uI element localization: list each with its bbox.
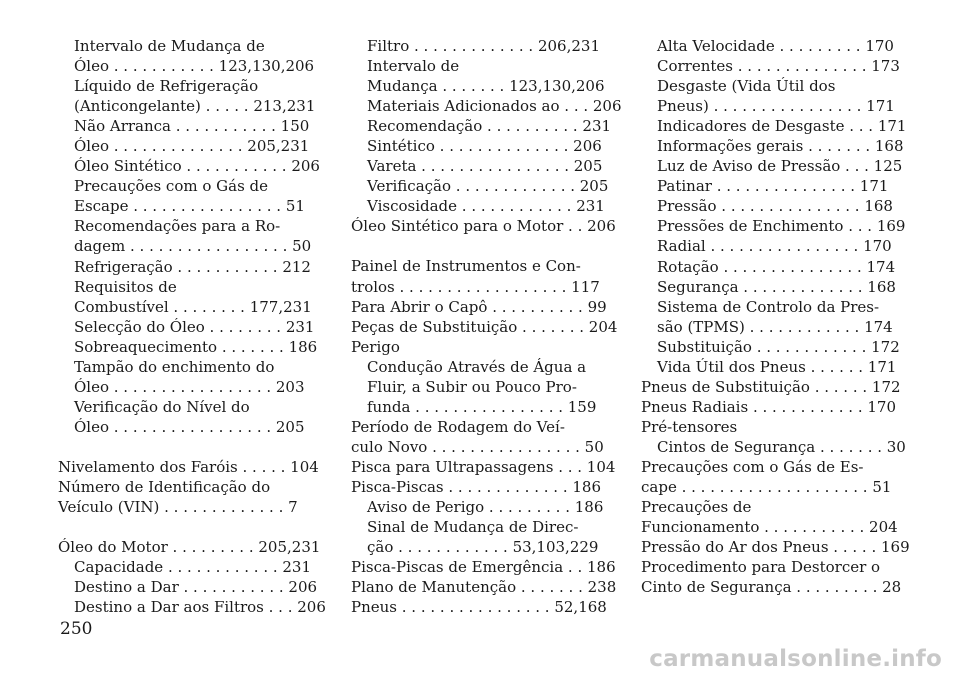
- index-subentry: Materiais Adicionados ao . . . 206: [367, 97, 622, 116]
- index-entry: trolos . . . . . . . . . . . . . . . . . . 117: [351, 277, 600, 296]
- index-subentry: Viscosidade . . . . . . . . . . . . 231: [367, 197, 605, 216]
- index-subentry: Recomendações para a Ro-: [74, 217, 281, 236]
- index-subentry: Radial . . . . . . . . . . . . . . . . 170: [657, 237, 892, 256]
- index-entry: Veículo (VIN) . . . . . . . . . . . . . 7: [58, 498, 298, 517]
- index-subentry: Intervalo de Mudança de: [74, 37, 265, 55]
- index-subentry: Óleo . . . . . . . . . . . 123,130,206: [74, 57, 315, 76]
- index-subentry: Sintético . . . . . . . . . . . . . . 206: [367, 137, 602, 156]
- index-subentry: Pressão . . . . . . . . . . . . . . . 168: [657, 197, 893, 216]
- index-entry: Pré-tensores: [641, 417, 738, 436]
- index-subentry: funda . . . . . . . . . . . . . . . . 159: [367, 397, 597, 416]
- index-subentry: Sinal de Mudança de Direc-: [367, 518, 579, 537]
- index-entry: Pisca-Piscas . . . . . . . . . . . . . 186: [351, 477, 601, 496]
- index-entry: Perigo: [351, 337, 400, 356]
- index-subentry: ção . . . . . . . . . . . . 53,103,229: [367, 538, 599, 557]
- index-subentry: Selecção do Óleo . . . . . . . . 231: [74, 317, 315, 336]
- index-subentry: Refrigeração . . . . . . . . . . . 212: [74, 257, 311, 276]
- index-subentry: Escape . . . . . . . . . . . . . . . . 51: [74, 197, 305, 216]
- index-entry: Procedimento para Destorcer o: [641, 558, 881, 577]
- index-column-3: [641, 36, 910, 597]
- index-subentry: Óleo Sintético . . . . . . . . . . . 206: [74, 157, 320, 176]
- index-subentry: Alta Velocidade . . . . . . . . . 170: [657, 37, 894, 55]
- section-gap: [58, 517, 326, 537]
- index-entry: Pneus Radiais . . . . . . . . . . . . 170: [641, 397, 897, 416]
- index-subentry: Recomendação . . . . . . . . . . 231: [367, 117, 612, 136]
- section-gap: [351, 236, 622, 256]
- index-entry: Precauções de: [641, 498, 752, 517]
- index-subentry: Substituição . . . . . . . . . . . . 172: [657, 337, 900, 356]
- index-subentry: Mudança . . . . . . . 123,130,206: [367, 77, 605, 96]
- index-subentry: Óleo . . . . . . . . . . . . . . 205,231: [74, 137, 310, 156]
- index-subentry: Óleo . . . . . . . . . . . . . . . . . 205: [74, 417, 305, 436]
- index-subentry: Fluir, a Subir ou Pouco Pro-: [367, 377, 577, 396]
- index-subentry: Pressões de Enchimento . . . 169: [657, 217, 906, 236]
- index-entry: Pisca-Piscas de Emergência . . 186: [351, 558, 616, 577]
- index-subentry: Sobreaquecimento . . . . . . . 186: [74, 337, 318, 356]
- index-entry: cape . . . . . . . . . . . . . . . . . . . . 51: [641, 478, 892, 497]
- index-entry: Período de Rodagem do Veí-: [351, 417, 565, 436]
- index-subentry: (Anticongelante) . . . . . 213,231: [74, 97, 316, 116]
- index-subentry: Requisitos de: [74, 277, 177, 296]
- index-entry: Peças de Substituição . . . . . . . 204: [351, 317, 618, 336]
- index-subentry: Segurança . . . . . . . . . . . . . 168: [657, 277, 896, 296]
- index-subentry: Vida Útil dos Pneus . . . . . . 171: [657, 357, 897, 376]
- index-subentry: Líquido de Refrigeração: [74, 77, 259, 96]
- index-subentry: Destino a Dar . . . . . . . . . . . 206: [74, 578, 318, 597]
- index-entry: Pneus de Substituição . . . . . . 172: [641, 377, 901, 396]
- index-entry: Óleo Sintético para o Motor . . 206: [351, 217, 616, 236]
- index-subentry: Combustível . . . . . . . . 177,231: [74, 297, 312, 316]
- index-subentry: Verificação do Nível do: [74, 397, 250, 416]
- index-subentry: Não Arranca . . . . . . . . . . . 150: [74, 117, 310, 136]
- index-subentry: Verificação . . . . . . . . . . . . . 205: [367, 177, 609, 196]
- index-subentry: Capacidade . . . . . . . . . . . . 231: [74, 558, 312, 577]
- index-entry: Precauções com o Gás de Es-: [641, 457, 864, 476]
- index-entry: Pisca para Ultrapassagens . . . 104: [351, 457, 616, 476]
- index-subentry: Pneus) . . . . . . . . . . . . . . . . 171: [657, 97, 895, 116]
- index-subentry: Luz de Aviso de Pressão . . . 125: [657, 157, 903, 176]
- index-subentry: Desgaste (Vida Útil dos: [657, 77, 836, 96]
- section-gap: [58, 437, 326, 457]
- index-subentry: Patinar . . . . . . . . . . . . . . . 171: [657, 177, 889, 196]
- index-subentry: Rotação . . . . . . . . . . . . . . . 174: [657, 257, 896, 276]
- index-entry: Painel de Instrumentos e Con-: [351, 257, 581, 276]
- index-entry: Cinto de Segurança . . . . . . . . . 28: [641, 578, 902, 597]
- index-entry: Número de Identificação do: [58, 477, 271, 496]
- index-subentry: Indicadores de Desgaste . . . 171: [657, 117, 907, 136]
- index-subentry: Vareta . . . . . . . . . . . . . . . . 205: [367, 157, 603, 176]
- index-entry: Pressão do Ar dos Pneus . . . . . 169: [641, 538, 910, 557]
- page-number: 250: [60, 619, 93, 639]
- index-subentry: Precauções com o Gás de: [74, 177, 269, 196]
- index-entry: Nivelamento dos Faróis . . . . . 104: [58, 457, 319, 476]
- index-subentry: Condução Através de Água a: [367, 357, 587, 376]
- index-column-2: [351, 36, 622, 617]
- index-entry: Funcionamento . . . . . . . . . . . 204: [641, 518, 898, 537]
- index-subentry: Filtro . . . . . . . . . . . . . 206,231: [367, 37, 600, 55]
- index-subentry: Tampão do enchimento do: [74, 357, 275, 376]
- index-entry: culo Novo . . . . . . . . . . . . . . . . 50: [351, 437, 604, 456]
- index-subentry: Intervalo de: [367, 57, 460, 76]
- index-subentry: Óleo . . . . . . . . . . . . . . . . . 203: [74, 377, 305, 396]
- index-entry: Para Abrir o Capô . . . . . . . . . . 99: [351, 297, 607, 316]
- index-entry: Óleo do Motor . . . . . . . . . 205,231: [58, 538, 321, 557]
- index-subentry: Informações gerais . . . . . . . 168: [657, 137, 904, 156]
- index-entry: Plano de Manutenção . . . . . . . 238: [351, 578, 617, 597]
- index-subentry: Destino a Dar aos Filtros . . . 206: [74, 598, 326, 617]
- index-subentry: Cintos de Segurança . . . . . . . 30: [657, 437, 906, 456]
- index-subentry: Aviso de Perigo . . . . . . . . . 186: [367, 498, 604, 517]
- index-subentry: Sistema de Controlo da Pres-: [657, 297, 880, 316]
- watermark: carmanualsonline.info: [649, 646, 942, 672]
- index-subentry: dagem . . . . . . . . . . . . . . . . . 50: [74, 237, 312, 256]
- index-subentry: são (TPMS) . . . . . . . . . . . . 174: [657, 317, 893, 336]
- index-column-1: [58, 36, 326, 617]
- index-subentry: Correntes . . . . . . . . . . . . . . 173: [657, 57, 900, 76]
- index-entry: Pneus . . . . . . . . . . . . . . . . 52,168: [351, 598, 607, 617]
